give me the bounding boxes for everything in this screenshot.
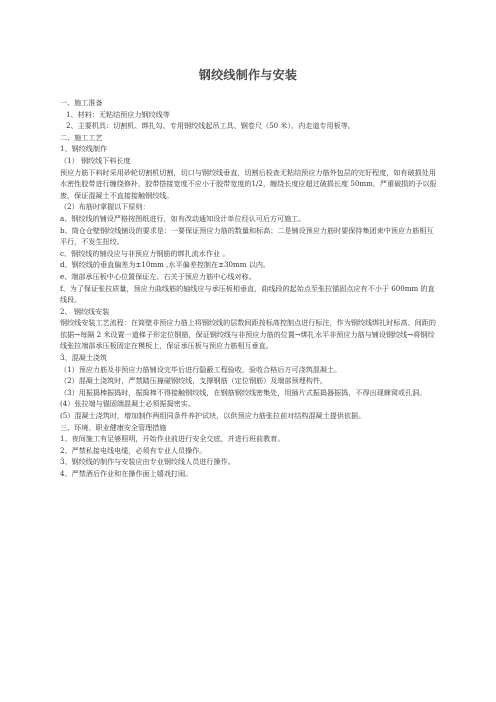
list-item: 2、严禁私接电线电缆，必须有专业人员操作。 [60,445,207,455]
subsection-heading: 2、 钢绞线安装 [60,306,110,316]
list-item: a、钢绞线的铺设严格按图纸进行，如有改动通知设计单位经认可后方可施工。 [60,213,306,223]
list-item: (5）混凝土浇筑时，增加制作两组同条件养护试块，以供预应力筋张拉前对结构混凝土提供依据。 [60,411,366,421]
list-item: 1、材料：无粘结预应力钢绞线等 [66,109,170,119]
section-heading: 一、施工准备 [60,98,103,107]
list-item: （1）预应力筋及非预应力筋铺设完毕后进行隐蔽工程验收，验收合格后方可浇筑混凝土。 [60,364,342,374]
list-item: f、为了保证张拉质量，预应力曲线筋的轴线应与承压板相垂直，曲线段的起始点至张拉锚固点应有不小于 600mm 的直线段。 [60,283,435,305]
list-item: （3）用振捣棒振捣时，振捣棒不得接触钢绞线，在钢筋钢绞线密集处，用插片式振捣器振捣，不得出现蜂窝或孔洞。 [60,387,427,397]
list-item: 1、夜间施工有足够照明，开始作业前进行安全交底，并进行班前教育。 [60,434,285,444]
list-item: b、筒仓仓壁钢绞线铺设的要求是：一要保证预应力筋的数量和标高；二是铺设预应力筋时要保持集团束中预应力筋相互平行，不发生扭绞。 [60,225,434,247]
list-item: 4、严禁酒后作业和在操作面上嬉戏打闹。 [60,469,193,478]
document-title: 钢绞线制作与安装 [198,68,298,82]
section-heading: 三、环境、职业健康安全管理措施 [60,422,167,432]
subsection-heading: （1） 钢绞线下料长度 [60,155,131,165]
list-item: （2）混凝土浇筑时，严禁踏压撞碰钢绞线，支撑钢筋（定位钢筋）及端部预埋构件。 [60,376,327,386]
subsection-heading: 3、混凝土浇筑 [60,353,108,363]
body-paragraph: 钢绞线安装工艺流程：在筒壁非预应力筋上将钢绞线的层数间距按标高控制点进行标注，作为钢绞线绑扎时标高、间距的依据→每隔 2 米设置一道梯子形定位钢筋，保证钢绞线与非预应力筋的位置→绑扎水平非预应力筋与铺设钢绞线→将钢绞线张拉端部承压板固定在模板上，保证承压板与预应力筋相互垂直。 [60,318,436,351]
list-item: d、钢绞线的垂直偏差为±10mm ,水平偏差控制在±30mm 以内。 [60,260,271,270]
list-item: e、端部承压板中心位置保证左、右关于预应力筋中心线对称。 [60,271,256,281]
body-paragraph: 预应力筋下料时采用砂轮切割机切割，切口与钢绞线垂直，切割后检查无粘结预应力筋外包层的完好程度，如有破损处用水密性胶带进行缠绕修补，胶带搭接宽度不应小于胶带宽度的1/2，缠绕长度应超过破损长度 50mm，严重破损的予以报废，保证混凝土不直接接触钢绞线。 [60,167,437,200]
list-item: (4）张拉端与锚固端混凝土必须振捣密实。 [60,399,195,409]
list-item: 2、主要机具：切割机、绑扎勾、专用钢绞线起吊工具、钢卷尺（50 米）、内走道专用板等。 [66,121,355,131]
subsection-heading: （2）布筋时掌握以下原则： [60,202,150,212]
list-item: 3、钢绞线的制作与安装应由专业钢绞线人员进行操作。 [60,457,235,467]
list-item: c、钢绞线的铺设应与非预应力钢筋的绑扎流水作业 。 [60,248,230,258]
document-body [60,97,438,480]
subsection-heading: 1、钢绞线制作 [60,144,108,154]
section-heading: 二、施工工艺 [60,132,103,142]
